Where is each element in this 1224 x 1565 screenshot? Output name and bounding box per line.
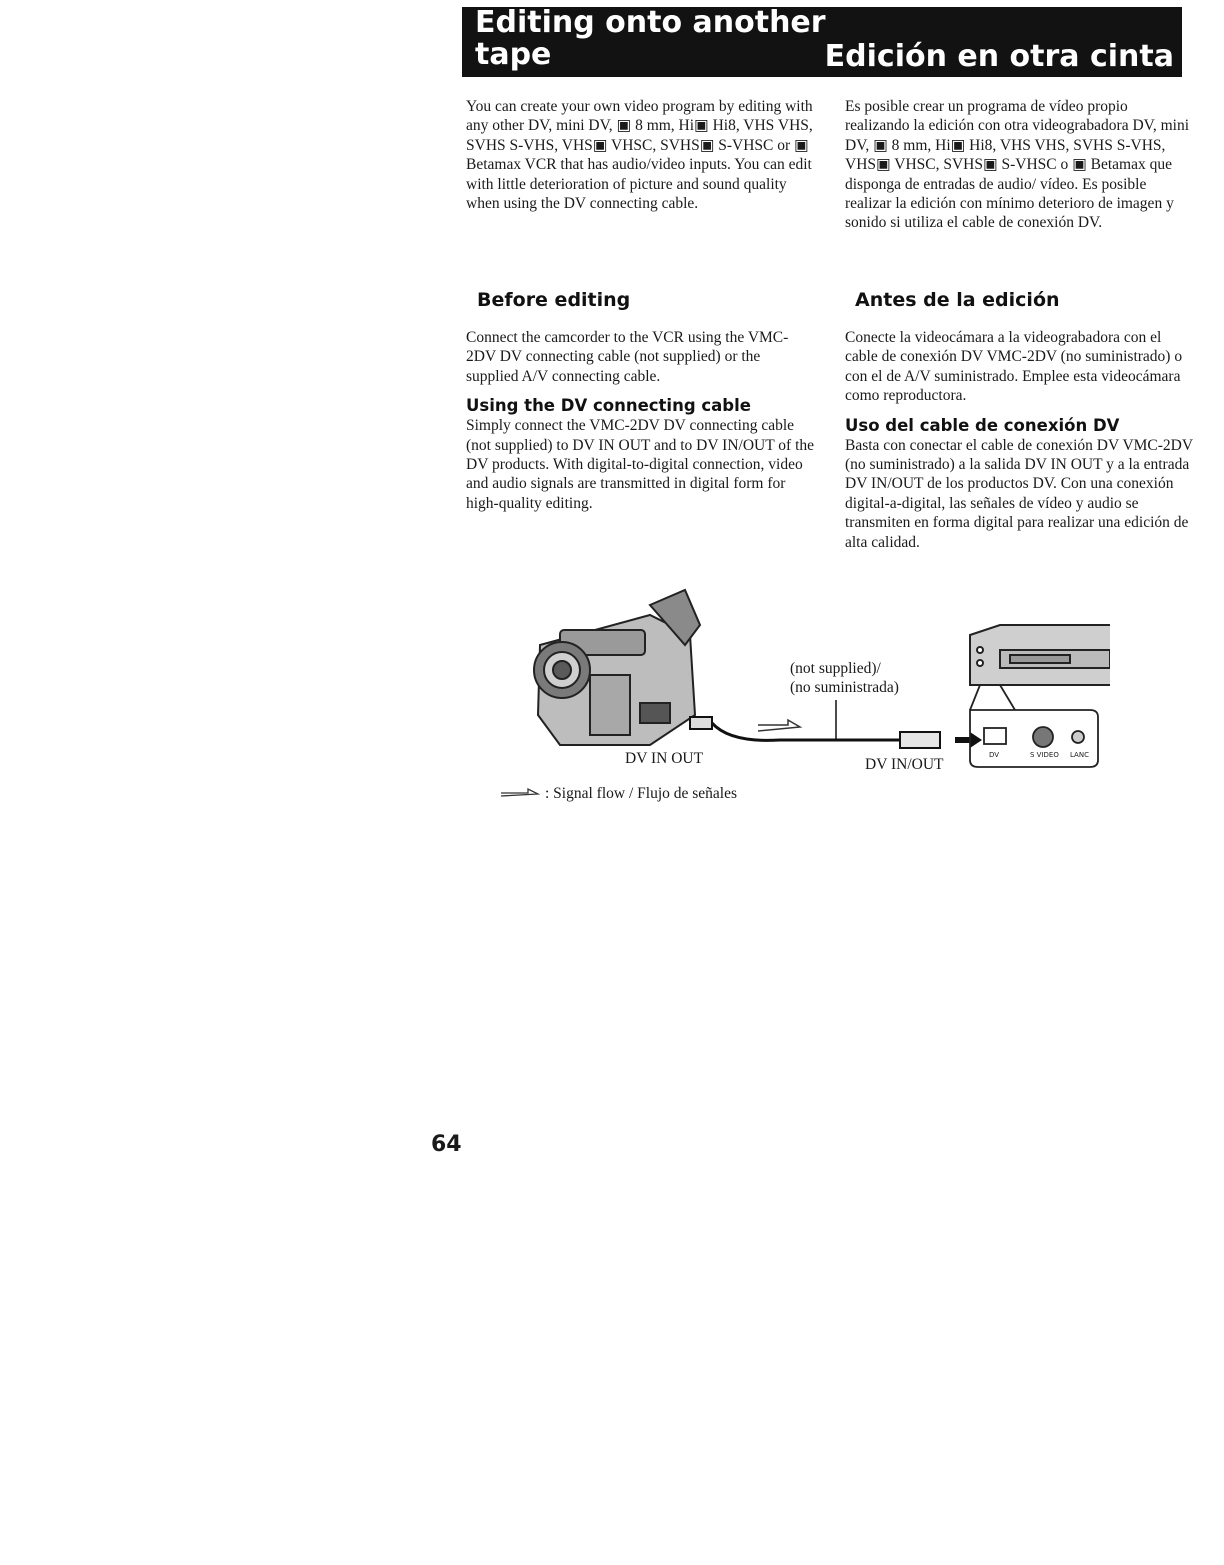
antes-edicion-text: Conecte la videocámara a la videograbadora con el cable de conexión DV VMC-2DV (no suministrado) o con el de A/V suministrado. Emplee esta videocámara como reproductora. bbox=[845, 329, 1183, 405]
dv-cable-icon bbox=[690, 700, 940, 748]
signal-arrow-icon bbox=[758, 720, 800, 731]
page-number: 64 bbox=[431, 1132, 462, 1157]
connection-diagram bbox=[500, 575, 1110, 815]
legend-arrow-icon bbox=[500, 785, 540, 799]
dv-cable-text: Simply connect the VMC-2DV DV connecting cable (not supplied) to DV IN OUT and to DV IN/OUT of the DV products. With digital-to-digital connection, video and audio signals are transmitted in digital form for high-quality editing. bbox=[466, 417, 815, 512]
intro-english bbox=[466, 97, 816, 213]
intro-english-text: You can create your own video program by editing with any other DV, mini DV, ▣ 8 mm, Hi▣ Hi8, VHS VHS, SVHS S-VHS, VHS▣ VHSC, SVHS▣ S-VHSC or ▣ Betamax VCR that has audio/video inputs. You can edit with little deterioration of picture and sound quality when using the DV connecting cable. bbox=[466, 98, 813, 213]
camcorder-icon bbox=[534, 590, 700, 745]
before-editing-spanish bbox=[845, 328, 1195, 552]
panel-svideo-label: S VIDEO bbox=[1030, 751, 1059, 759]
before-editing-text: Connect the camcorder to the VCR using the VMC-2DV DV connecting cable (not supplied) or the supplied A/V connecting cable. bbox=[466, 329, 789, 385]
panel-lanc-label: LANC bbox=[1070, 751, 1089, 759]
signal-flow-legend: : Signal flow / Flujo de señales bbox=[545, 785, 738, 802]
vcr-icon bbox=[970, 625, 1110, 685]
before-editing-heading: Before editing bbox=[477, 289, 631, 311]
uso-cable-heading: Uso del cable de conexión DV bbox=[845, 415, 1120, 435]
intro-spanish-text: Es posible crear un programa de vídeo propio realizando la edición con otra videograbadora DV, mini DV, ▣ 8 mm, Hi▣ Hi8, VHS VHS, SVHS S-VHS, VHS▣ VHSC, SVHS▣ S-VHSC o ▣ Betamax que disponga de entradas de audio/ vídeo. Es posible realizar la edición con mínimo deterioro de imagen y sonido si utiliza el cable de conexión DV. bbox=[845, 98, 1190, 232]
no-suministrada-label: (no suministrada) bbox=[790, 679, 899, 696]
before-editing-english bbox=[466, 328, 816, 513]
title-english: Editing onto another tape bbox=[475, 5, 826, 72]
not-supplied-label: (not supplied)/ bbox=[790, 660, 881, 677]
vcr-port-label: DV IN/OUT bbox=[865, 756, 944, 773]
connection-arrow-icon bbox=[955, 732, 982, 748]
panel-dv-label: DV bbox=[989, 751, 1000, 759]
dv-cable-heading: Using the DV connecting cable bbox=[466, 396, 751, 416]
antes-edicion-heading: Antes de la edición bbox=[855, 289, 1060, 311]
intro-spanish bbox=[845, 97, 1195, 233]
camcorder-port-label: DV IN OUT bbox=[625, 750, 704, 767]
title-banner bbox=[462, 7, 1182, 77]
title-spanish: Edición en otra cinta bbox=[824, 39, 1174, 74]
uso-cable-text: Basta con conectar el cable de conexión DV VMC-2DV (no suministrado) a la salida DV IN OUT y a la entrada DV IN/OUT de los productos DV. Con una conexión digital-a-digital, las señales de vídeo y audio se transmiten en forma digital para realizar una edición de alta calidad. bbox=[845, 436, 1193, 551]
